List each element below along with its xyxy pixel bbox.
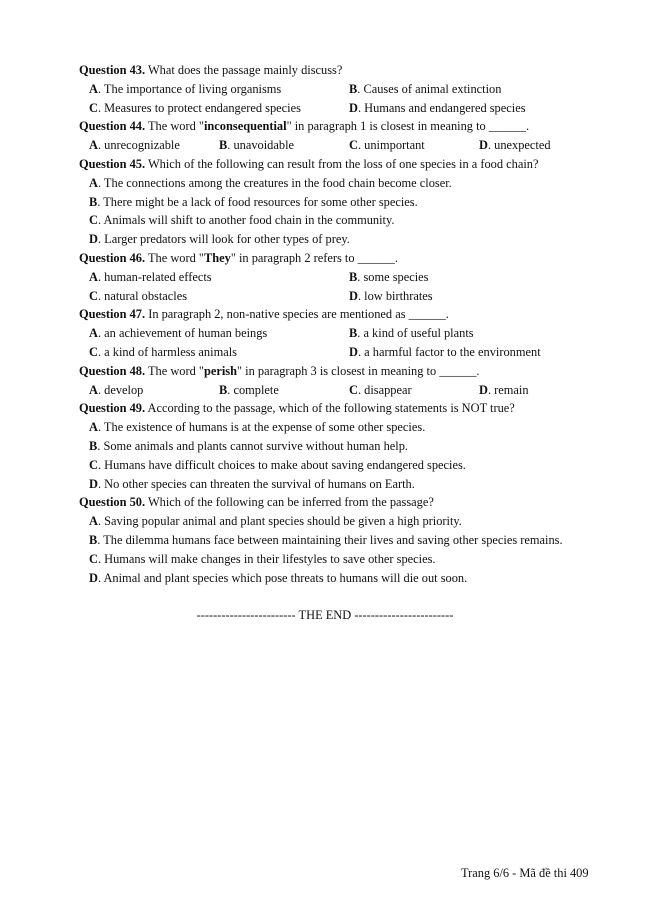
options-row xyxy=(79,381,609,400)
option-letter: C xyxy=(89,457,98,472)
question-stem: " in paragraph 3 is closest in meaning to ______. xyxy=(237,363,480,378)
option-text: . Animal and plant species which pose threats to humans will die out soon. xyxy=(97,570,468,585)
question-50 xyxy=(79,493,609,512)
question-45 xyxy=(79,155,609,174)
the-end-marker: ------------------------ THE END ------------------------ xyxy=(196,608,454,622)
option-text: . unavoidable xyxy=(227,138,295,153)
option-letter: D xyxy=(479,382,488,397)
options-row xyxy=(79,268,609,287)
option-letter: B xyxy=(349,326,358,341)
option-letter: C xyxy=(89,288,98,303)
key-word: They xyxy=(203,250,231,265)
question-47 xyxy=(79,305,609,324)
option-c xyxy=(89,287,349,306)
option-text: . Larger predators will look for other types of prey. xyxy=(97,232,350,247)
option-letter: D xyxy=(349,100,358,115)
option-b xyxy=(219,136,349,155)
option-letter: B xyxy=(89,194,98,209)
question-44 xyxy=(79,117,609,136)
question-43 xyxy=(79,61,609,80)
option-text: . unimportant xyxy=(357,138,425,153)
option-letter: D xyxy=(479,138,488,153)
option-letter: C xyxy=(89,551,98,566)
option-letter: A xyxy=(89,326,98,341)
option-text: . a kind of useful plants xyxy=(357,326,474,341)
option-letter: A xyxy=(89,514,98,529)
option-text: . natural obstacles xyxy=(97,288,188,303)
option-d xyxy=(479,381,529,400)
options-row xyxy=(79,287,609,306)
option-d xyxy=(79,569,609,588)
key-word: inconsequential xyxy=(203,119,287,134)
option-letter: D xyxy=(89,570,98,585)
option-text: . There might be a lack of food resources for some other species. xyxy=(97,194,418,209)
question-number: Question 47. xyxy=(79,307,146,322)
option-c xyxy=(79,456,609,475)
option-text: . human-related effects xyxy=(97,269,212,284)
option-letter: B xyxy=(219,138,228,153)
option-a xyxy=(89,80,349,99)
option-c xyxy=(89,99,349,118)
option-letter: B xyxy=(349,269,358,284)
option-letter: A xyxy=(89,382,98,397)
option-letter: C xyxy=(89,344,98,359)
question-stem: Which of the following can result from the loss of one species in a food chain? xyxy=(145,156,539,171)
question-number: Question 44. xyxy=(79,119,146,134)
option-text: . a kind of harmless animals xyxy=(97,344,237,359)
option-text: . unrecognizable xyxy=(97,138,180,153)
option-text: . Measures to protect endangered species xyxy=(97,100,301,115)
option-text: . complete xyxy=(227,382,279,397)
option-a xyxy=(79,174,609,193)
options-row xyxy=(79,80,609,99)
question-number: Question 50. xyxy=(79,495,146,510)
option-letter: A xyxy=(89,175,98,190)
option-b xyxy=(349,268,609,287)
question-46 xyxy=(79,249,609,268)
options-row xyxy=(79,324,609,343)
question-number: Question 49. xyxy=(79,401,146,416)
key-word: perish xyxy=(203,363,237,378)
page-footer: Trang 6/6 - Mã đề thi 409 xyxy=(461,866,589,880)
option-text: . Humans and endangered species xyxy=(357,100,526,115)
option-c xyxy=(349,136,479,155)
option-letter: D xyxy=(89,476,98,491)
option-text: . remain xyxy=(487,382,529,397)
option-text: . The connections among the creatures in the food chain become closer. xyxy=(97,175,452,190)
option-text: . low birthrates xyxy=(357,288,433,303)
question-stem: The word " xyxy=(145,250,204,265)
option-d xyxy=(349,343,609,362)
question-number: Question 46. xyxy=(79,250,146,265)
option-text: . unexpected xyxy=(487,138,551,153)
option-text: . Animals will shift to another food chain in the community. xyxy=(97,213,395,228)
option-b xyxy=(349,324,609,343)
option-text: . develop xyxy=(97,382,144,397)
option-text: . No other species can threaten the survival of humans on Earth. xyxy=(97,476,415,491)
option-d xyxy=(79,475,609,494)
option-letter: C xyxy=(349,382,358,397)
question-stem: What does the passage mainly discuss? xyxy=(145,63,343,77)
option-b xyxy=(349,80,609,99)
option-text: . The dilemma humans face between maintaining their lives and saving other species remains. xyxy=(97,532,563,547)
question-stem: According to the passage, which of the following statements is NOT true? xyxy=(145,401,515,416)
option-text: . Causes of animal extinction xyxy=(357,81,502,96)
option-c xyxy=(349,381,479,400)
option-text: . Humans will make changes in their lifestyles to save other species. xyxy=(97,551,436,566)
option-letter: D xyxy=(349,344,358,359)
option-letter: D xyxy=(89,232,98,247)
option-letter: C xyxy=(349,138,358,153)
option-letter: A xyxy=(89,138,98,153)
question-stem: In paragraph 2, non-native species are mentioned as ______. xyxy=(145,307,449,322)
option-letter: B xyxy=(89,438,98,453)
option-c xyxy=(79,211,609,230)
option-letter: B xyxy=(89,532,98,547)
question-49 xyxy=(79,399,609,418)
question-stem: " in paragraph 1 is closest in meaning to ______. xyxy=(286,119,530,134)
option-a xyxy=(89,268,349,287)
option-a xyxy=(89,324,349,343)
question-48 xyxy=(79,362,609,381)
option-letter: D xyxy=(349,288,358,303)
option-text: . an achievement of human beings xyxy=(97,326,268,341)
option-text: . The existence of humans is at the expense of some other species. xyxy=(97,420,426,435)
option-a xyxy=(89,136,219,155)
option-text: . a harmful factor to the environment xyxy=(357,344,541,359)
option-text: . The importance of living organisms xyxy=(97,81,282,96)
question-number: Question 43. xyxy=(79,63,146,77)
option-text: . Some animals and plants cannot survive without human help. xyxy=(97,438,409,453)
question-stem: The word " xyxy=(145,363,204,378)
option-a xyxy=(79,418,609,437)
option-d xyxy=(479,136,551,155)
options-row xyxy=(79,99,609,118)
question-stem: Which of the following can be inferred from the passage? xyxy=(145,495,434,510)
option-text: . some species xyxy=(357,269,429,284)
options-row xyxy=(79,343,609,362)
options-row xyxy=(79,136,609,155)
question-number: Question 45. xyxy=(79,156,146,171)
option-text: . Humans have difficult choices to make about saving endangered species. xyxy=(97,457,466,472)
option-b xyxy=(79,531,609,550)
option-b xyxy=(79,437,609,456)
question-number: Question 48. xyxy=(79,363,146,378)
question-stem: " in paragraph 2 refers to ______. xyxy=(230,250,398,265)
option-b xyxy=(219,381,349,400)
option-letter: C xyxy=(89,213,98,228)
option-text: . Saving popular animal and plant species should be given a high priority. xyxy=(97,514,462,529)
question-stem: The word " xyxy=(145,119,204,134)
option-a xyxy=(89,381,219,400)
option-d xyxy=(349,99,609,118)
option-d xyxy=(349,287,609,306)
option-a xyxy=(79,512,609,531)
option-c xyxy=(79,550,609,569)
option-c xyxy=(89,343,349,362)
option-letter: B xyxy=(349,81,358,96)
option-b xyxy=(79,193,609,212)
option-letter: A xyxy=(89,420,98,435)
question-list xyxy=(79,61,609,587)
option-text: . disappear xyxy=(357,382,412,397)
option-letter: A xyxy=(89,81,98,96)
option-letter: A xyxy=(89,269,98,284)
option-letter: C xyxy=(89,100,98,115)
option-d xyxy=(79,230,609,249)
option-letter: B xyxy=(219,382,228,397)
